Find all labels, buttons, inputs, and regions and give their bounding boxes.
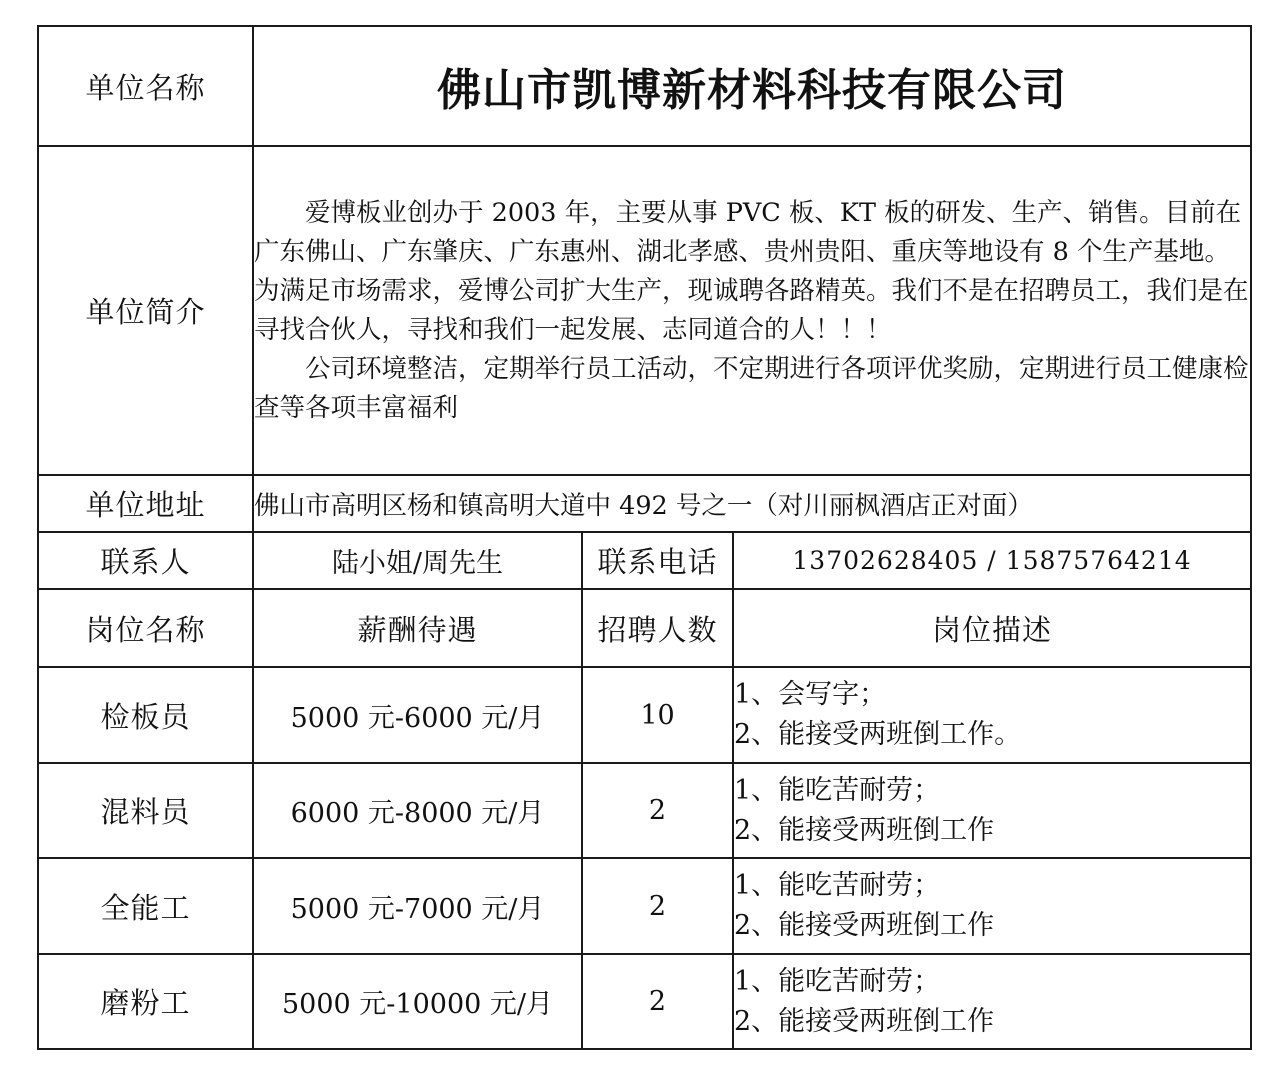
job-requirement: 1、会写字； <box>734 679 887 710</box>
job-description <box>733 954 1251 1049</box>
job-requirement: 1、能吃苦耐劳； <box>734 870 941 901</box>
intro-text <box>253 146 1251 475</box>
job-requirement: 1、能吃苦耐劳； <box>734 965 941 997</box>
phone-label: 联系电话 <box>582 532 733 589</box>
header-position: 岗位名称 <box>38 589 253 667</box>
job-row <box>38 858 1251 954</box>
address-row <box>38 475 1251 532</box>
job-salary: 5000 元-6000 元/月 <box>253 667 582 763</box>
job-requirement: 2、能接受两班倒工作。 <box>734 719 1022 750</box>
job-count: 10 <box>582 667 733 763</box>
intro-label: 单位简介 <box>38 146 253 475</box>
header-row <box>38 589 1251 667</box>
job-requirement: 1、能吃苦耐劳； <box>734 774 941 806</box>
header-salary: 薪酬待遇 <box>253 589 582 667</box>
job-row <box>38 954 1251 1049</box>
job-position: 全能工 <box>38 858 253 954</box>
job-description <box>733 763 1251 858</box>
intro-paragraph: 公司环境整洁，定期举行员工活动，不定期进行各项评优奖励，定期进行员工健康检查等各项丰富福利 <box>254 353 1249 423</box>
job-position: 混料员 <box>38 763 253 858</box>
job-salary: 5000 元-7000 元/月 <box>253 858 582 954</box>
intro-row <box>38 146 1251 475</box>
intro-paragraph: 爱博板业创办于 2003 年，主要从事 PVC 板、KT 板的研发、生产、销售。目前在广东佛山、广东肇庆、广东惠州、湖北孝感、贵州贵阳、重庆等地设有 8 个生产基地。为满足市场需求，爱博公司扩大生产，现诚聘各路精英。我们不是在招聘员工，我们是在寻找合伙人，寻找和我们一起发展、志同道合的人！！！ <box>254 197 1249 345</box>
address-value: 佛山市高明区杨和镇高明大道中 492 号之一（对川丽枫酒店正对面） <box>253 475 1251 532</box>
job-requirement: 2、能接受两班倒工作 <box>734 910 995 941</box>
job-position: 磨粉工 <box>38 954 253 1049</box>
header-count: 招聘人数 <box>582 589 733 667</box>
company-row <box>38 26 1251 146</box>
job-count: 2 <box>582 858 733 954</box>
address-label: 单位地址 <box>38 475 253 532</box>
job-row <box>38 763 1251 858</box>
job-count: 2 <box>582 763 733 858</box>
job-row <box>38 667 1251 763</box>
contact-value: 陆小姐/周先生 <box>253 532 582 589</box>
recruitment-table <box>37 25 1252 1050</box>
job-position: 检板员 <box>38 667 253 763</box>
job-description <box>733 667 1251 763</box>
job-requirement: 2、能接受两班倒工作 <box>734 1005 995 1037</box>
company-name: 佛山市凯博新材料科技有限公司 <box>253 26 1251 146</box>
company-label: 单位名称 <box>38 26 253 146</box>
contact-label: 联系人 <box>38 532 253 589</box>
phone-value: 13702628405 / 15875764214 <box>733 532 1251 589</box>
job-salary: 6000 元-8000 元/月 <box>253 763 582 858</box>
job-salary: 5000 元-10000 元/月 <box>253 954 582 1049</box>
contact-row <box>38 532 1251 589</box>
job-count: 2 <box>582 954 733 1049</box>
job-requirement: 2、能接受两班倒工作 <box>734 814 995 846</box>
job-description <box>733 858 1251 954</box>
header-description: 岗位描述 <box>733 589 1251 667</box>
